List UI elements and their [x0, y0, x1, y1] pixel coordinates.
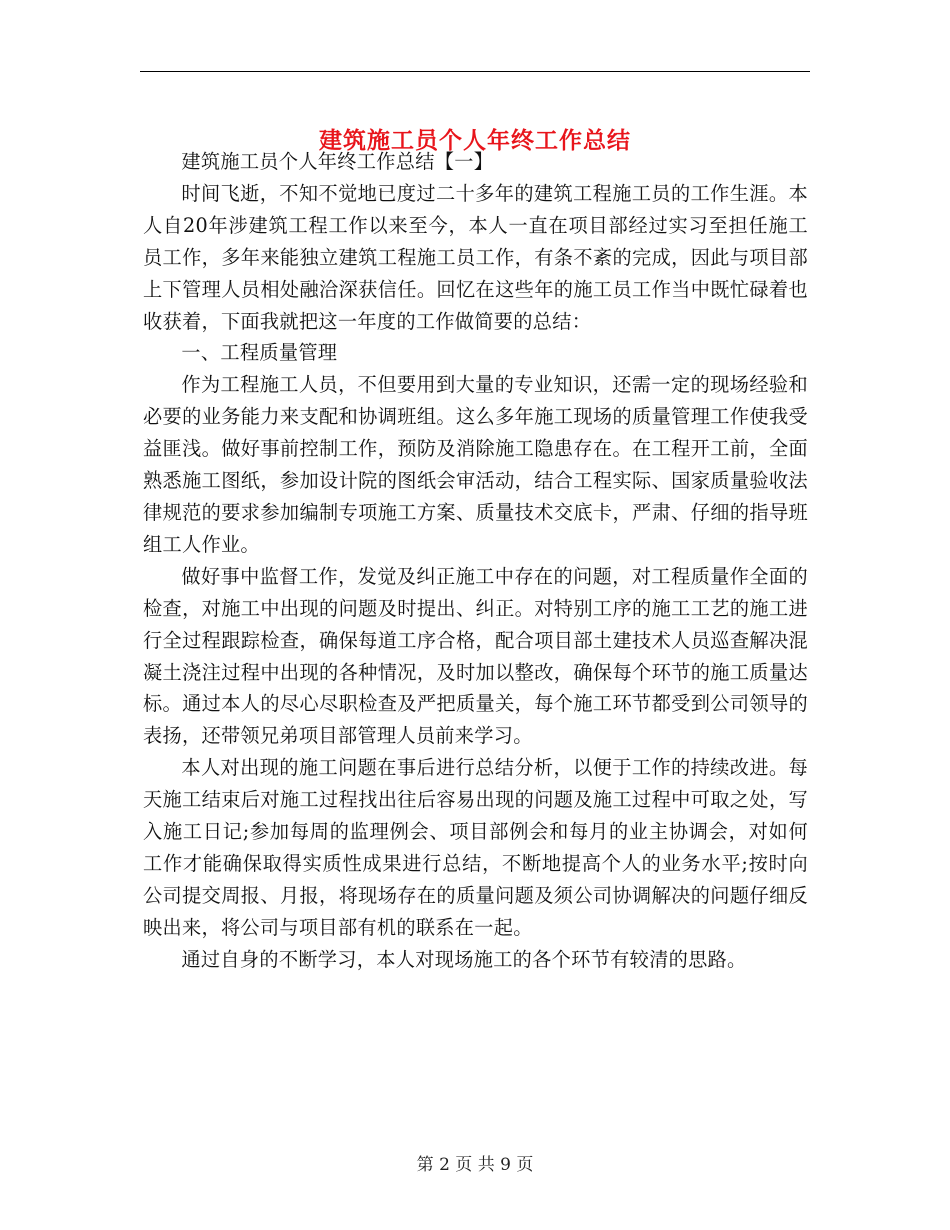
section-heading: 建筑施工员个人年终工作总结【一】 — [181, 150, 494, 173]
document-title: 建筑施工员个人年终工作总结 — [319, 127, 631, 155]
page-number: 第 2 页 共 9 页 — [416, 1155, 534, 1175]
header-rule — [140, 71, 810, 72]
paragraph: 通过自身的不断学习，本人对现场施工的各个环节有较清的思路。 — [181, 947, 747, 971]
section-heading: 一、工程质量管理 — [181, 341, 338, 365]
paragraph: 作为工程施工人员，不但要用到大量的专业知识，还需一定的现场经验和必要的业务能力来支配和协调班组。这么多年施工现场的质量管理工作使我受益匪浅。做好事前控制工作，预防及消除施工隐患存在。在工程开工前，全面熟悉施工图纸，参加设计院的图纸会审活动，结合工程实际、国家质量验收法律规范的要求参加编制专项施工方案、质量技术交底卡，严肃、仔细的指导班组工人作业。 — [143, 373, 808, 556]
paragraph: 做好事中监督工作，发觉及纠正施工中存在的问题，对工程质量作全面的检查，对施工中出现的问题及时提出、纠正。对特别工序的施工工艺的施工进行全过程跟踪检查，确保每道工序合格，配合项目部土建技术人员巡查解决混凝土浇注过程中出现的各种情况，及时加以整改，确保每个环节的施工质量达标。通过本人的尽心尽职检查及严把质量关，每个施工环节都受到公司领导的表扬，还带领兄弟项目部管理人员前来学习。 — [143, 564, 808, 748]
document-body — [143, 146, 808, 976]
paragraph: 时间飞逝，不知不觉地已度过二十多年的建筑工程施工员的工作生涯。本人自20年涉建筑工程工作以来至今，本人一直在项目部经过实习至担任施工员工作，多年来能独立建筑工程施工员工作，有条不紊的完成，因此与项目部上下管理人员相处融洽深获信任。回忆在这些年的施工员工作当中既忙碌着也收获着，下面我就把这一年度的工作做简要的总结： — [143, 181, 808, 333]
paragraph: 本人对出现的施工问题在事后进行总结分析，以便于工作的持续改进。每天施工结束后对施工过程找出往后容易出现的问题及施工过程中可取之处，写入施工日记;参加每周的监理例会、项目部例会和每月的业主协调会，对如何工作才能确保取得实质性成果进行总结，不断地提高个人的业务水平;按时向公司提交周报、月报，将现场存在的质量问题及须公司协调解决的问题仔细反映出来，将公司与项目部有机的联系在一起。 — [143, 756, 808, 939]
